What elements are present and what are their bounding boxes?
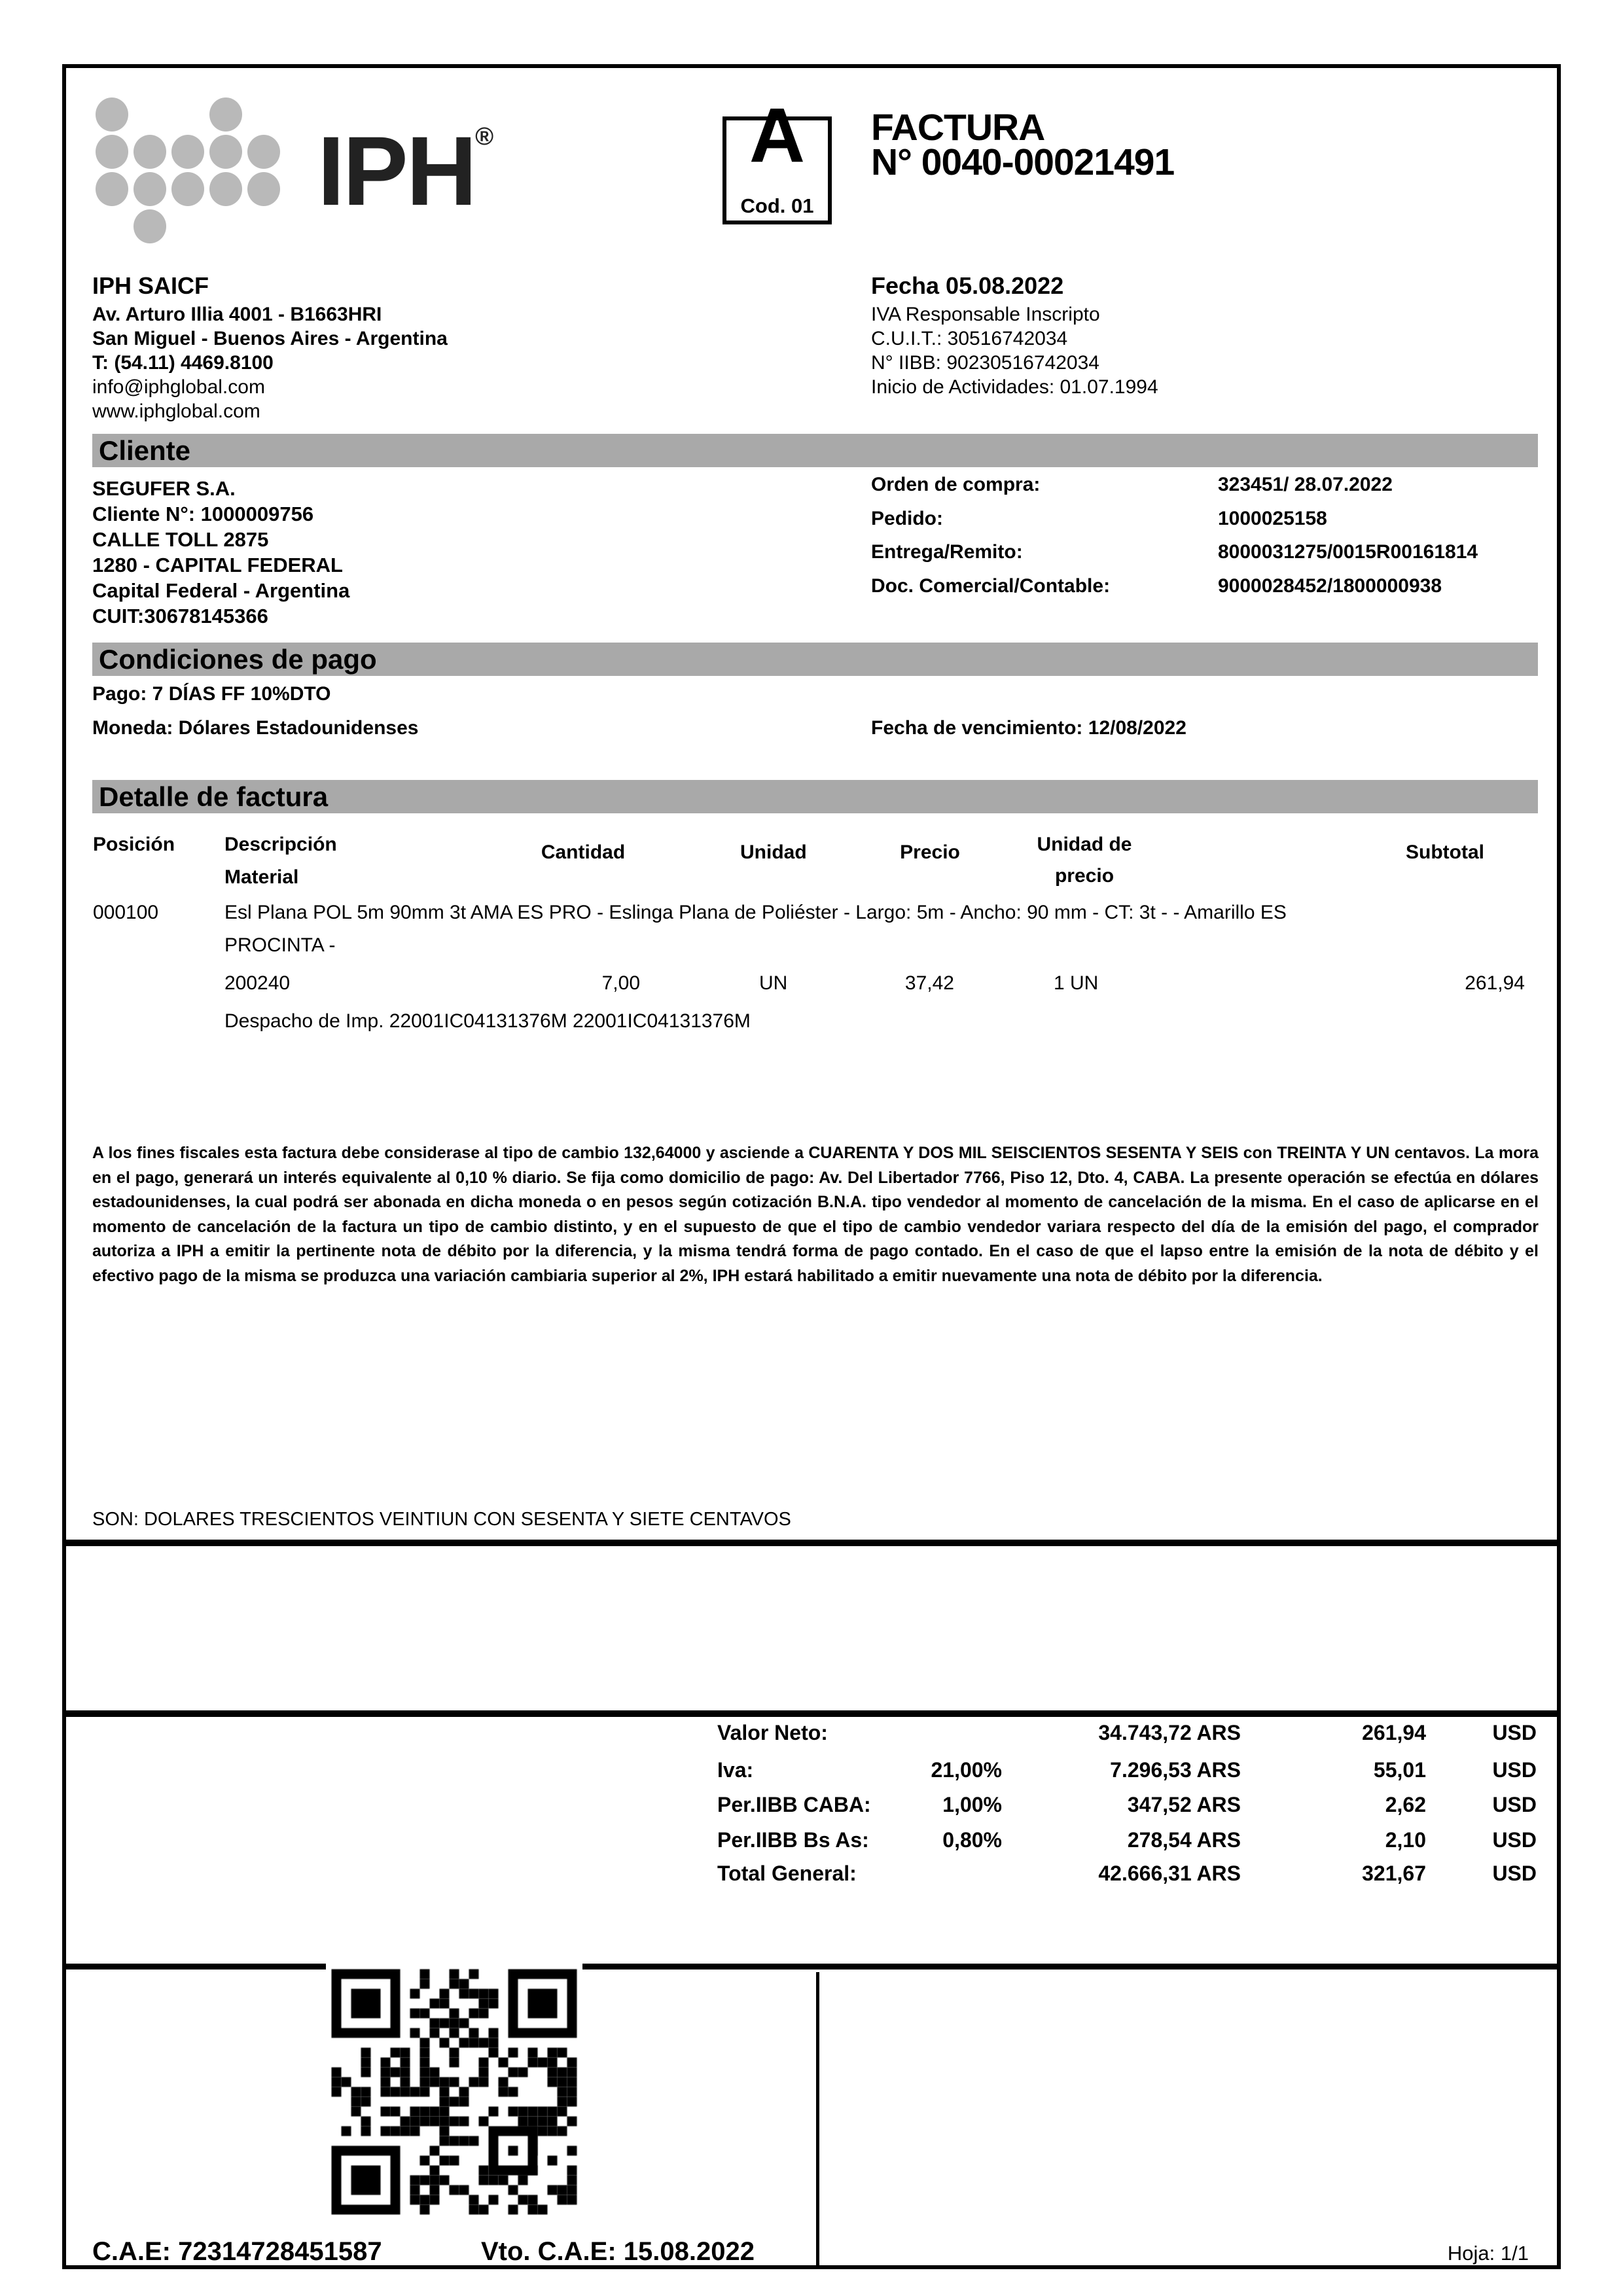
total-label: Total General: xyxy=(717,1862,857,1885)
company-logo xyxy=(96,97,285,245)
col-header-unidad-precio-2: precio xyxy=(1054,865,1115,887)
invoice-letter-caption: Cod. 01 xyxy=(740,194,814,217)
footer-vertical-divider xyxy=(816,1972,819,2265)
item-cantidad: 7,00 xyxy=(601,972,640,994)
total-label: Per.IIBB CABA: xyxy=(717,1793,871,1816)
rule-below-amount-words xyxy=(66,1540,1557,1546)
cae-number: C.A.E: 72314728451587 xyxy=(92,2237,382,2266)
client-postal-city: 1280 - CAPITAL FEDERAL xyxy=(92,554,343,576)
total-pct: 1,00% xyxy=(942,1793,1002,1816)
client-region: Capital Federal - Argentina xyxy=(92,579,350,602)
col-header-cantidad: Cantidad xyxy=(541,841,626,863)
logo-dot xyxy=(134,209,166,243)
logo-dot xyxy=(209,172,242,206)
logo-dot xyxy=(171,135,204,169)
total-ars: 278,54 ARS xyxy=(1127,1828,1241,1852)
company-name: IPH SAICF xyxy=(92,272,209,299)
item-subtotal: 261,94 xyxy=(1465,972,1525,994)
order-value: 323451/ 28.07.2022 xyxy=(1218,474,1393,495)
order-label: Orden de compra: xyxy=(871,474,1041,495)
totals-row-iibb-caba xyxy=(66,1793,1557,1822)
item-unidad-precio: 1 UN xyxy=(1054,972,1099,994)
rule-above-totals xyxy=(66,1710,1557,1717)
total-pct: 0,80% xyxy=(942,1828,1002,1852)
company-email: info@iphglobal.com xyxy=(92,376,265,398)
doc-title xyxy=(871,107,1175,183)
company-address-2: San Miguel - Buenos Aires - Argentina xyxy=(92,328,448,349)
page-number: Hoja: 1/1 xyxy=(1447,2242,1529,2265)
pedido-label: Pedido: xyxy=(871,508,943,529)
totals-row-total-general xyxy=(66,1862,1557,1890)
col-header-unidad: Unidad xyxy=(740,841,807,863)
activity-start: Inicio de Actividades: 01.07.1994 xyxy=(871,376,1158,398)
logo-dot xyxy=(171,172,204,206)
payment-section-header: Condiciones de pago xyxy=(92,643,1538,676)
item-posicion: 000100 xyxy=(93,902,159,923)
cae-due-date: Vto. C.A.E: 15.08.2022 xyxy=(481,2237,755,2266)
item-description-line1: Esl Plana POL 5m 90mm 3t AMA ES PRO - Eslinga Plana de Poliéster - Largo: 5m - Ancho: 90 mm - CT: 3t - - Amarillo ES xyxy=(224,902,1287,923)
doc-comercial-value: 9000028452/1800000938 xyxy=(1218,575,1442,597)
legal-text: A los fines fiscales esta factura debe considerase al tipo de cambio 132,64000 y asciende a CUARENTA Y DOS MIL SEISCIENTOS SESENTA Y SEIS con TREINTA Y UN centavos. La mora en el pago, generará un interés equivalente al 0,10 % diario. Se fija como domicilio de pago: Av. Del Libertador 7766, Piso 12, Dto. 4, CABA. La presente operación se efectúa en dólares estadounidenses, la cual podrá ser abonada en dicha moneda o en pesos según cotización B.N.A. tipo vendedor al momento de cancelación de la misma. En el caso de aplicarse en el momento de cancelación de la factura un tipo de cambio distinto, y en el supuesto de que el tipo de cambio vendedor variara respecto del día de la emisión del pago, el comprador autoriza a IPH a emitir la pertinente nota de débito por la diferencia, y la misma tendrá forma de pago contado. En el caso de que el lapso entre la emisión de la nota de débito y el efectivo pago de la misma se produzca una variación cambiaria superior al 2%, IPH estará habilitado a emitir nuevamente una nota de débito por la diferencia. xyxy=(92,1144,1539,1285)
logo-dot xyxy=(247,172,280,206)
total-label: Per.IIBB Bs As: xyxy=(717,1828,869,1852)
logo-dot xyxy=(96,172,128,206)
invoice-letter-box xyxy=(722,92,832,224)
col-header-material: Material xyxy=(224,866,299,888)
total-ars: 34.743,72 ARS xyxy=(1098,1721,1241,1744)
total-usd: 2,62 xyxy=(1385,1793,1426,1816)
doc-comercial-row xyxy=(871,575,1545,601)
company-block xyxy=(92,272,448,425)
total-pct: 21,00% xyxy=(931,1758,1002,1782)
iva-status: IVA Responsable Inscripto xyxy=(871,304,1100,325)
col-header-unidad-precio-1: Unidad de xyxy=(1037,834,1132,855)
totals-row-iva xyxy=(66,1758,1557,1787)
doc-number: N° 0040-00021491 xyxy=(871,141,1175,183)
item-precio: 37,42 xyxy=(904,972,954,994)
detail-section-header: Detalle de factura xyxy=(92,780,1538,813)
total-ars: 42.666,31 ARS xyxy=(1098,1862,1241,1885)
col-header-posicion: Posición xyxy=(93,834,175,855)
company-phone: T: (54.11) 4469.8100 xyxy=(92,352,274,374)
total-usd: 2,10 xyxy=(1385,1828,1426,1852)
total-usd: 55,01 xyxy=(1373,1758,1426,1782)
client-block xyxy=(92,477,349,630)
doc-type: FACTURA xyxy=(871,107,1045,149)
client-cuit: CUIT:30678145366 xyxy=(92,605,268,627)
total-currency: USD xyxy=(1492,1862,1537,1885)
company-cuit: C.U.I.T.: 30516742034 xyxy=(871,328,1068,349)
item-unidad: UN xyxy=(759,972,788,994)
total-usd: 261,94 xyxy=(1362,1721,1426,1744)
col-header-descripcion: Descripción xyxy=(224,834,337,855)
entrega-value: 8000031275/0015R00161814 xyxy=(1218,541,1478,563)
total-label: Valor Neto: xyxy=(717,1721,828,1744)
col-header-precio: Precio xyxy=(900,841,960,863)
company-address-1: Av. Arturo Illia 4001 - B1663HRI xyxy=(92,304,382,325)
total-label: Iva: xyxy=(717,1758,754,1782)
total-currency: USD xyxy=(1492,1828,1537,1852)
qr-code xyxy=(326,1964,582,2220)
item-material: 200240 xyxy=(224,972,291,994)
logo-dot xyxy=(96,97,128,132)
invoice-page xyxy=(62,64,1561,2269)
rule-above-footer xyxy=(66,1964,1557,1969)
company-website: www.iphglobal.com xyxy=(92,400,260,422)
totals-row-iibb-bsas xyxy=(66,1828,1557,1857)
order-row xyxy=(871,474,1545,500)
entrega-label: Entrega/Remito: xyxy=(871,541,1023,563)
logo-dot xyxy=(247,135,280,169)
total-ars: 347,52 ARS xyxy=(1127,1793,1241,1816)
col-header-subtotal: Subtotal xyxy=(1406,841,1484,863)
logo-dot xyxy=(134,172,166,206)
invoice-letter: A xyxy=(749,92,806,179)
pedido-row xyxy=(871,508,1545,534)
registered-trademark-icon: ® xyxy=(475,123,494,150)
logo-dots-icon xyxy=(96,97,285,245)
fiscal-info-block xyxy=(871,272,1158,400)
pedido-value: 1000025158 xyxy=(1218,508,1327,529)
logo-wordmark xyxy=(317,116,494,226)
logo-text: IPH xyxy=(317,116,476,226)
item-despacho: Despacho de Imp. 22001IC04131376M 22001IC04131376M xyxy=(224,1010,751,1032)
logo-dot xyxy=(134,135,166,169)
item-description-line2: PROCINTA - xyxy=(224,934,336,956)
total-currency: USD xyxy=(1492,1793,1537,1816)
total-ars: 7.296,53 ARS xyxy=(1110,1758,1241,1782)
client-number: Cliente N°: 1000009756 xyxy=(92,503,314,525)
total-currency: USD xyxy=(1492,1721,1537,1744)
logo-dot xyxy=(96,135,128,169)
total-usd: 321,67 xyxy=(1362,1862,1426,1885)
company-iibb: N° IIBB: 90230516742034 xyxy=(871,352,1099,374)
total-currency: USD xyxy=(1492,1758,1537,1782)
client-street: CALLE TOLL 2875 xyxy=(92,528,269,551)
cliente-section-header: Cliente xyxy=(92,434,1538,467)
amount-in-words: SON: DOLARES TRESCIENTOS VEINTIUN CON SESENTA Y SIETE CENTAVOS xyxy=(92,1509,791,1530)
logo-dot xyxy=(209,97,242,132)
due-date: Fecha de vencimiento: 12/08/2022 xyxy=(871,717,1186,739)
payment-terms: Pago: 7 DÍAS FF 10%DTO xyxy=(92,683,331,705)
currency-line: Moneda: Dólares Estadounidenses xyxy=(92,717,419,739)
invoice-date: Fecha 05.08.2022 xyxy=(871,272,1064,299)
client-name: SEGUFER S.A. xyxy=(92,477,236,500)
doc-comercial-label: Doc. Comercial/Contable: xyxy=(871,575,1111,597)
entrega-row xyxy=(871,541,1545,567)
logo-dot xyxy=(209,135,242,169)
totals-row-neto xyxy=(66,1721,1557,1750)
